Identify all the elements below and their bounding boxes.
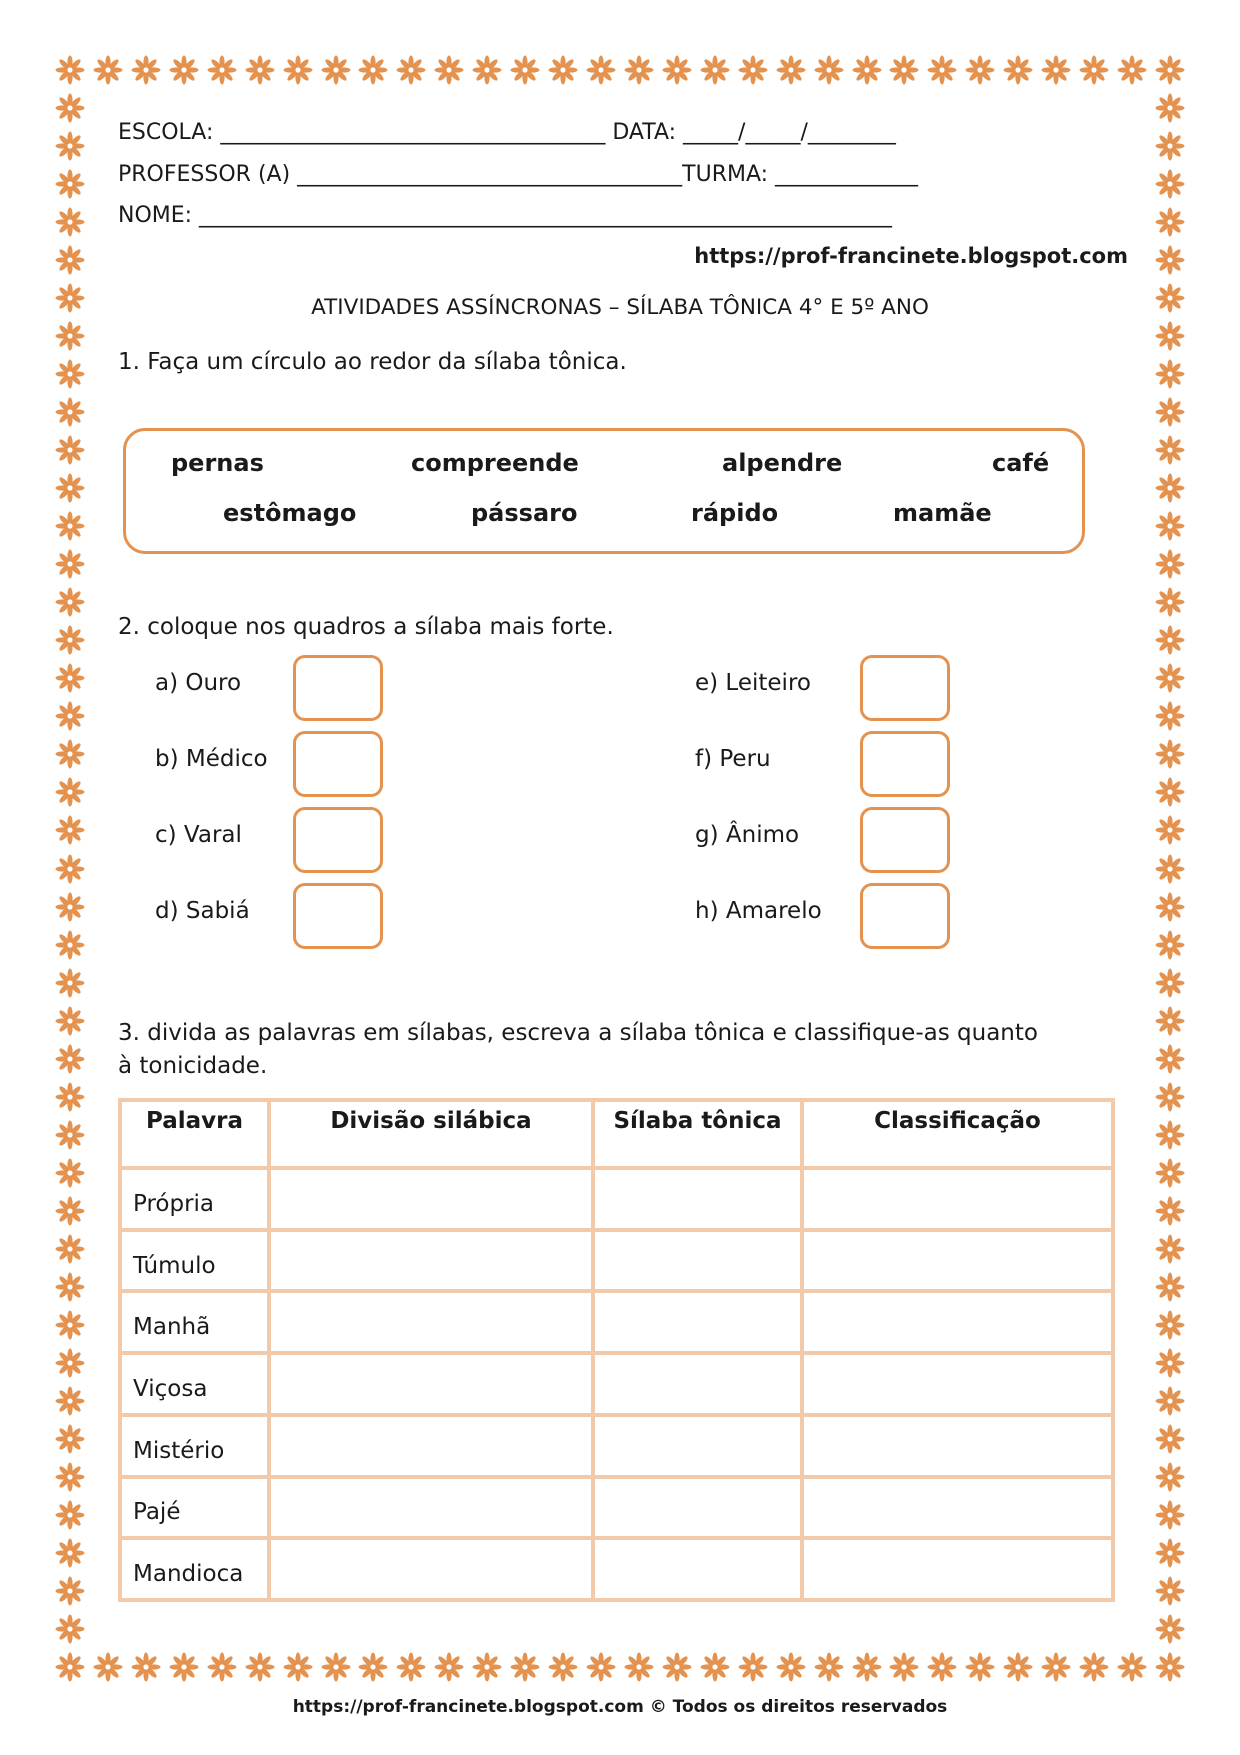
orange-flower-icon [965, 1652, 995, 1682]
orange-flower-icon [55, 1424, 85, 1454]
orange-flower-icon [1155, 1272, 1185, 1302]
orange-flower-icon [472, 1652, 502, 1682]
orange-flower-icon [55, 815, 85, 845]
orange-flower-icon [1155, 549, 1185, 579]
word-cell: Própria [122, 1170, 267, 1228]
orange-flower-icon [55, 739, 85, 769]
copyright-footer: https://prof-francinete.blogspot.com © Todos os direitos reservados [292, 1697, 948, 1717]
tonic-cell[interactable] [595, 1293, 800, 1351]
teacher-field[interactable]: PROFESSOR (A) ___________________________________TURMA: _____________ [118, 162, 919, 187]
division-cell[interactable] [271, 1479, 591, 1537]
orange-flower-icon [1155, 587, 1185, 617]
orange-flower-icon [624, 1652, 654, 1682]
word-cell: Túmulo [122, 1232, 267, 1290]
orange-flower-icon [55, 435, 85, 465]
orange-flower-icon [55, 1576, 85, 1606]
answer-box-c[interactable] [293, 807, 383, 873]
orange-flower-icon [1155, 1120, 1185, 1150]
orange-flower-icon [1155, 131, 1185, 161]
word-pernas[interactable]: pernas [171, 449, 264, 477]
orange-flower-icon [889, 1652, 919, 1682]
orange-flower-icon [55, 587, 85, 617]
orange-flower-icon [1155, 511, 1185, 541]
table-row [122, 1540, 1111, 1598]
orange-flower-icon [662, 55, 692, 85]
header-classificacao: Classificação [804, 1102, 1111, 1166]
orange-flower-icon [55, 1234, 85, 1264]
tonic-cell[interactable] [595, 1355, 800, 1413]
orange-flower-icon [814, 1652, 844, 1682]
answer-box-d[interactable] [293, 883, 383, 949]
orange-flower-icon [1155, 473, 1185, 503]
table-header-row [122, 1102, 1111, 1166]
orange-flower-icon [55, 701, 85, 731]
item-d-label: d) Sabiá [155, 898, 250, 924]
orange-flower-icon [207, 55, 237, 85]
table-row [122, 1170, 1111, 1228]
orange-flower-icon [55, 854, 85, 884]
orange-flower-icon [1155, 93, 1185, 123]
orange-flower-icon [55, 55, 85, 85]
orange-flower-icon [55, 1500, 85, 1530]
tonic-cell[interactable] [595, 1417, 800, 1475]
table-row [122, 1232, 1111, 1290]
orange-flower-icon [1155, 815, 1185, 845]
answer-box-a[interactable] [293, 655, 383, 721]
orange-flower-icon [55, 207, 85, 237]
orange-flower-icon [55, 1462, 85, 1492]
orange-flower-icon [1079, 55, 1109, 85]
orange-flower-icon [1155, 207, 1185, 237]
orange-flower-icon [814, 55, 844, 85]
question-3-prompt-line2: à tonicidade. [118, 1053, 268, 1079]
orange-flower-icon [321, 55, 351, 85]
orange-flower-icon [1003, 55, 1033, 85]
orange-flower-icon [55, 1158, 85, 1188]
orange-flower-icon [586, 1652, 616, 1682]
orange-flower-icon [776, 1652, 806, 1682]
orange-flower-icon [207, 1652, 237, 1682]
orange-flower-icon [1155, 892, 1185, 922]
orange-flower-icon [662, 1652, 692, 1682]
question-3-prompt-line1: 3. divida as palavras em sílabas, escreva a sílaba tônica e classifique-as quanto [118, 1020, 1038, 1046]
word-cell: Pajé [122, 1479, 267, 1537]
orange-flower-icon [1155, 1234, 1185, 1264]
orange-flower-icon [55, 1196, 85, 1226]
orange-flower-icon [55, 892, 85, 922]
classification-cell[interactable] [804, 1540, 1111, 1598]
classification-cell[interactable] [804, 1232, 1111, 1290]
orange-flower-icon [1155, 1044, 1185, 1074]
table-row [122, 1293, 1111, 1351]
word-compreende[interactable]: compreende [411, 449, 579, 477]
orange-flower-icon [738, 55, 768, 85]
word-mamae[interactable]: mamãe [893, 499, 992, 527]
division-cell[interactable] [271, 1417, 591, 1475]
tonic-cell[interactable] [595, 1232, 800, 1290]
orange-flower-icon [396, 55, 426, 85]
orange-flower-icon [245, 1652, 275, 1682]
word-rapido[interactable]: rápido [691, 499, 779, 527]
orange-flower-icon [738, 1652, 768, 1682]
orange-flower-icon [55, 1652, 85, 1682]
item-a-label: a) Ouro [155, 670, 242, 696]
orange-flower-icon [93, 55, 123, 85]
orange-flower-icon [55, 511, 85, 541]
orange-flower-icon [1155, 1386, 1185, 1416]
orange-flower-icon [1155, 359, 1185, 389]
school-field[interactable]: ESCOLA: ___________________________________ DATA: _____/_____/________ [118, 120, 896, 145]
orange-flower-icon [1155, 739, 1185, 769]
word-cell: Mandioca [122, 1540, 267, 1598]
orange-flower-icon [358, 55, 388, 85]
word-passaro[interactable]: pássaro [471, 499, 578, 527]
orange-flower-icon [1155, 1196, 1185, 1226]
item-f-label: f) Peru [695, 746, 771, 772]
division-cell[interactable] [271, 1170, 591, 1228]
orange-flower-icon [283, 55, 313, 85]
orange-flower-icon [1041, 1652, 1071, 1682]
orange-flower-icon [131, 1652, 161, 1682]
orange-flower-icon [55, 930, 85, 960]
orange-flower-icon [1155, 1576, 1185, 1606]
orange-flower-icon [548, 1652, 578, 1682]
orange-flower-icon [55, 93, 85, 123]
orange-flower-icon [55, 549, 85, 579]
orange-flower-icon [1041, 55, 1071, 85]
orange-flower-icon [55, 1386, 85, 1416]
classification-cell[interactable] [804, 1417, 1111, 1475]
orange-flower-icon [1155, 1348, 1185, 1378]
orange-flower-icon [55, 131, 85, 161]
orange-flower-icon [1155, 625, 1185, 655]
word-cell: Manhã [122, 1293, 267, 1351]
answer-box-h[interactable] [860, 883, 950, 949]
orange-flower-icon [1079, 1652, 1109, 1682]
table-row [122, 1417, 1111, 1475]
orange-flower-icon [1155, 1614, 1185, 1644]
classification-cell[interactable] [804, 1293, 1111, 1351]
classification-cell[interactable] [804, 1170, 1111, 1228]
orange-flower-icon [55, 245, 85, 275]
orange-flower-icon [1003, 1652, 1033, 1682]
orange-flower-icon [1155, 169, 1185, 199]
orange-flower-icon [510, 55, 540, 85]
tonic-cell[interactable] [595, 1479, 800, 1537]
orange-flower-icon [700, 1652, 730, 1682]
item-c-label: c) Varal [155, 822, 242, 848]
orange-flower-icon [1155, 1462, 1185, 1492]
page-title: ATIVIDADES ASSÍNCRONAS – SÍLABA TÔNICA 4° E 5º ANO [311, 295, 929, 320]
header-palavra: Palavra [122, 1102, 267, 1166]
orange-flower-icon [55, 1082, 85, 1112]
tonic-cell[interactable] [595, 1170, 800, 1228]
orange-flower-icon [889, 55, 919, 85]
orange-flower-icon [700, 55, 730, 85]
orange-flower-icon [1155, 397, 1185, 427]
tonic-cell[interactable] [595, 1540, 800, 1598]
orange-flower-icon [169, 55, 199, 85]
header-divisao: Divisão silábica [271, 1102, 591, 1166]
orange-flower-icon [321, 1652, 351, 1682]
orange-flower-icon [965, 55, 995, 85]
orange-flower-icon [55, 777, 85, 807]
orange-flower-icon [1155, 321, 1185, 351]
answer-box-e[interactable] [860, 655, 950, 721]
orange-flower-icon [55, 473, 85, 503]
word-cell: Mistério [122, 1417, 267, 1475]
orange-flower-icon [548, 55, 578, 85]
orange-flower-icon [624, 55, 654, 85]
orange-flower-icon [852, 1652, 882, 1682]
orange-flower-icon [55, 1614, 85, 1644]
orange-flower-icon [434, 55, 464, 85]
orange-flower-icon [169, 1652, 199, 1682]
orange-flower-icon [131, 55, 161, 85]
orange-flower-icon [1155, 930, 1185, 960]
orange-flower-icon [55, 1006, 85, 1036]
orange-flower-icon [1155, 968, 1185, 998]
orange-flower-icon [1155, 701, 1185, 731]
orange-flower-icon [852, 55, 882, 85]
answer-box-g[interactable] [860, 807, 950, 873]
orange-flower-icon [55, 1044, 85, 1074]
orange-flower-icon [1155, 1424, 1185, 1454]
name-field[interactable]: NOME: _______________________________________________________________ [118, 203, 893, 228]
orange-flower-icon [1155, 663, 1185, 693]
orange-flower-icon [1155, 1158, 1185, 1188]
word-cell: Viçosa [122, 1355, 267, 1413]
division-cell[interactable] [271, 1355, 591, 1413]
orange-flower-icon [1155, 1652, 1185, 1682]
question-2-prompt: 2. coloque nos quadros a sílaba mais forte. [118, 614, 614, 640]
item-g-label: g) Ânimo [695, 822, 800, 848]
orange-flower-icon [1155, 245, 1185, 275]
orange-flower-icon [1155, 1006, 1185, 1036]
orange-flower-icon [55, 321, 85, 351]
orange-flower-icon [1155, 1082, 1185, 1112]
orange-flower-icon [927, 55, 957, 85]
word-cafe[interactable]: café [992, 449, 1050, 477]
orange-flower-icon [55, 1348, 85, 1378]
question-1-prompt: 1. Faça um círculo ao redor da sílaba tônica. [118, 349, 627, 375]
orange-flower-icon [396, 1652, 426, 1682]
division-cell[interactable] [271, 1293, 591, 1351]
item-e-label: e) Leiteiro [695, 670, 811, 696]
orange-flower-icon [434, 1652, 464, 1682]
orange-flower-icon [1155, 1310, 1185, 1340]
orange-flower-icon [55, 169, 85, 199]
orange-flower-icon [358, 1652, 388, 1682]
orange-flower-icon [510, 1652, 540, 1682]
item-b-label: b) Médico [155, 746, 268, 772]
orange-flower-icon [1155, 854, 1185, 884]
orange-flower-icon [55, 625, 85, 655]
orange-flower-icon [55, 1538, 85, 1568]
orange-flower-icon [55, 1310, 85, 1340]
orange-flower-icon [55, 1272, 85, 1302]
orange-flower-icon [245, 55, 275, 85]
orange-flower-icon [586, 55, 616, 85]
table-row [122, 1479, 1111, 1537]
division-cell[interactable] [271, 1232, 591, 1290]
blog-url: https://prof-francinete.blogspot.com [694, 244, 1128, 268]
orange-flower-icon [776, 55, 806, 85]
orange-flower-icon [55, 359, 85, 389]
orange-flower-icon [55, 397, 85, 427]
orange-flower-icon [55, 968, 85, 998]
orange-flower-icon [283, 1652, 313, 1682]
orange-flower-icon [1155, 1500, 1185, 1530]
orange-flower-icon [93, 1652, 123, 1682]
division-cell[interactable] [271, 1540, 591, 1598]
orange-flower-icon [1117, 55, 1147, 85]
table-row [122, 1355, 1111, 1413]
orange-flower-icon [1155, 1538, 1185, 1568]
word-alpendre[interactable]: alpendre [722, 449, 843, 477]
orange-flower-icon [1117, 1652, 1147, 1682]
item-h-label: h) Amarelo [695, 898, 822, 924]
syllable-table [118, 1098, 1115, 1602]
classification-cell[interactable] [804, 1479, 1111, 1537]
answer-box-b[interactable] [293, 731, 383, 797]
orange-flower-icon [1155, 55, 1185, 85]
header-silaba: Sílaba tônica [595, 1102, 800, 1166]
orange-flower-icon [927, 1652, 957, 1682]
orange-flower-icon [55, 663, 85, 693]
word-estomago[interactable]: estômago [223, 499, 357, 527]
classification-cell[interactable] [804, 1355, 1111, 1413]
orange-flower-icon [55, 1120, 85, 1150]
orange-flower-icon [1155, 435, 1185, 465]
answer-box-f[interactable] [860, 731, 950, 797]
orange-flower-icon [472, 55, 502, 85]
orange-flower-icon [1155, 777, 1185, 807]
word-box [123, 428, 1085, 554]
